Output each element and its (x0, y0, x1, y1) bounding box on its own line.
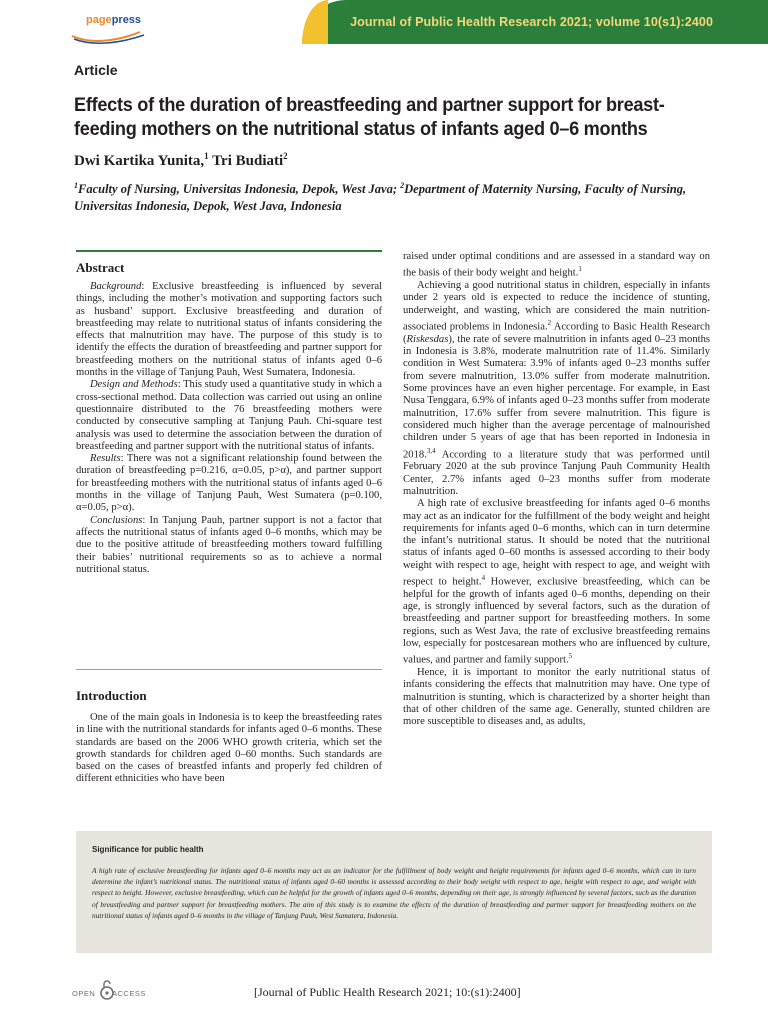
intro-paragraph-3: A high rate of exclusive breastfeeding for infants aged 0–6 months may act as an indicator for the fulfillment of the body weight and height requirements for infants aged 0–6 months, which can in turn determine the infant’s nutritional status. It should be noted that the nutritional status of infants aged 0–60 months is assessed according to their body weight with respect to age, height with respect to age, and weight with respect to height.$^4$ However, exclusive breastfeeding, which can be helpful for the growth of infants aged 0–6 months, depending on their age, is strongly influenced by several factors, such as the duration of breastfeeding and partner support for breastfeeding mothers. In some regions, such as West Java, the rate of exclusive breastfeeding remains low, especially for postcesarean mothers who are influenced by culture, values, and partner and family support.$^5$ (403, 498, 710, 666)
significance-box (76, 831, 712, 953)
author-2: Tri Budiati (212, 153, 284, 169)
open-access-label-access: ACCESS (112, 989, 146, 998)
journal-running-head: Journal of Public Health Research 2021; volume 10(s1):2400 (350, 15, 713, 29)
abstract-heading: Abstract (76, 260, 125, 275)
intro-paragraph-1: One of the main goals in Indonesia is to keep the breastfeeding rates in line with the nutritional standards for infants aged 0–6 months. These standards are based on the 2006 WHO growth criteria, which set the growth standards for children aged 0–60 months. Such standards are based on the cases of breastfed infants and properly fed children of different ethnicities who have been (76, 712, 382, 785)
article-type: Article (74, 62, 118, 78)
intro-continuation: raised under optimal conditions and are assessed in a standard way on the basis of their body weight and height.$^1$ (403, 251, 710, 279)
right-column-body (403, 251, 710, 729)
intro-paragraph-4: Hence, it is important to monitor the early nutritional status of infants considering the effects that malnutrition may have. One type of malnutrition is stunting, which is characterized by a shorter height than that of other children of the same age. Generally, stunted children are more susceptible to diseases and, as adults, (403, 667, 710, 728)
publisher-name: pagepress (86, 14, 142, 26)
abstract-methods: Design and Methods: This study used a quantitative study in which a cross-sectional method. Data collection was carried out using an online questionnaire distributed to the 76 breastfeeding mothers were conducted by consecutive sampling at Tanjung Pauh. Chi-square test analysis was used to determine the association between the duration of breastfeeding and partner support with the nutritional status of infants. (76, 379, 382, 452)
article-title: Effects of the duration of breastfeeding and partner support for breast-feeding mothers on the nutritional status of infants aged 0–6 months (74, 94, 665, 140)
open-access-label-open: OPEN (72, 989, 96, 998)
header-yellow-accent (302, 0, 328, 44)
intro-paragraph-2: Achieving a good nutritional status in children, especially in infants under 2 years old is expected to reduce the incidence of stunting, underweight, and wasting, which are considered the main nutrition-associated problems in Indonesia.$^2$ According to Basic Health Research (Riskesdas), the rate of severe malnutrition in infants aged 0–23 months in Indonesia is 3.8%, moderate malnutrition rate of 11.4%. Similarly condition in West Sumatera: 3.9% of infants aged 0–23 months suffer from severe malnutrition, 13.0% suffer from moderate malnutrition. Some provinces have an even higher percentage. For example, in East Nusa Tenggara, 6.9% of infants aged 0–23 months suffer from moderate malnutrition, 17.6% suffer from severe malnutrition. This figure is considered much higher than the average percentage of malnourished children under 5 years of age that has been reported in Indonesia in 2018.$^{3,4}$ According to a literature study that was performed until February 2020 at the sub province Tanjung Pauh Community Health Center, 2.7% infants aged 0–23 months suffer from moderate malnutrition. (403, 280, 710, 497)
section-divider (76, 669, 382, 670)
introduction-heading: Introduction (76, 688, 147, 703)
abstract-background: Background: Exclusive breastfeeding is influenced by several things, including the mother’s motivation and supporting factors such as husband’ support. Exclusive breastfeeding and duration of breastfeeding may relate to nutritional status of infants considering the effects that malnutrition may have. The purpose of this study is to identify the effects the duration of breastfeeding and partner support for breastfeeding mothers on the nutritional status of infants aged 0–6 months in the village of Tanjung Pauh, West Sumatera, Indonesia. (76, 281, 382, 379)
affiliations: $^1$Faculty of Nursing, Universitas Indonesia, Depok, West Java; $^2$Department of Maternity Nursing, Faculty of Nursing, Universitas Indonesia, Depok, West Java, Indonesia (74, 181, 687, 214)
significance-title: Significance for public health (92, 845, 204, 854)
author-list: Dwi Kartika Yunita,$^1$ Tri Budiati$^2$ (74, 151, 288, 169)
footer-citation: [Journal of Public Health Research 2021; 10:(s1):2400] (254, 985, 521, 999)
significance-text: A high rate of exclusive breastfeeding for infants aged 0–6 months may act as an indicator for the fulfillment of body weight and height requirements for infants aged 0–6 months, which can in turn determine the infant’s nutritional status. The nutritional status of infants aged 0–60 months is assessed according to their body weight with respect to age, height with respect to age, and weight with respect to height. However, exclusive breastfeeding, which can be helpful for the growth of infants aged 0–6 months, depending on their age, is strongly influenced by several factors, such as the duration of breastfeeding and partner support for breastfeeding mothers. The aim of this study is to examine the effects of the duration of breastfeeding and partner support for breastfeeding mothers on the nutritional status of infants aged 0–6 months in the village of Tanjung Pauh, West Sumatera, Indonesia. (92, 866, 696, 920)
abstract-top-rule (76, 250, 382, 252)
abstract-body (76, 281, 382, 576)
abstract-conclusions: Conclusions: In Tanjung Pauh, partner support is not a factor that affects the nutritional status of infants aged 0–6 months, which may be due to the positive attitude of breastfeeding mothers toward fulfilling their babies’ nutritional requirements so as to achieve a normal nutritional status. (76, 514, 382, 575)
author-1: Dwi Kartika Yunita, (74, 153, 205, 169)
introduction-body (76, 712, 382, 786)
abstract-results: Results: There was not a significant relationship found between the duration of breastfeeding p=0.216, α=0.05, p>α), and partner support for breastfeeding mothers with the nutritional status of infants aged 0–6 months in the village of Tanjung Pauh, West Sumatera (p=0.100, α=0.05, p>α). (76, 453, 382, 514)
